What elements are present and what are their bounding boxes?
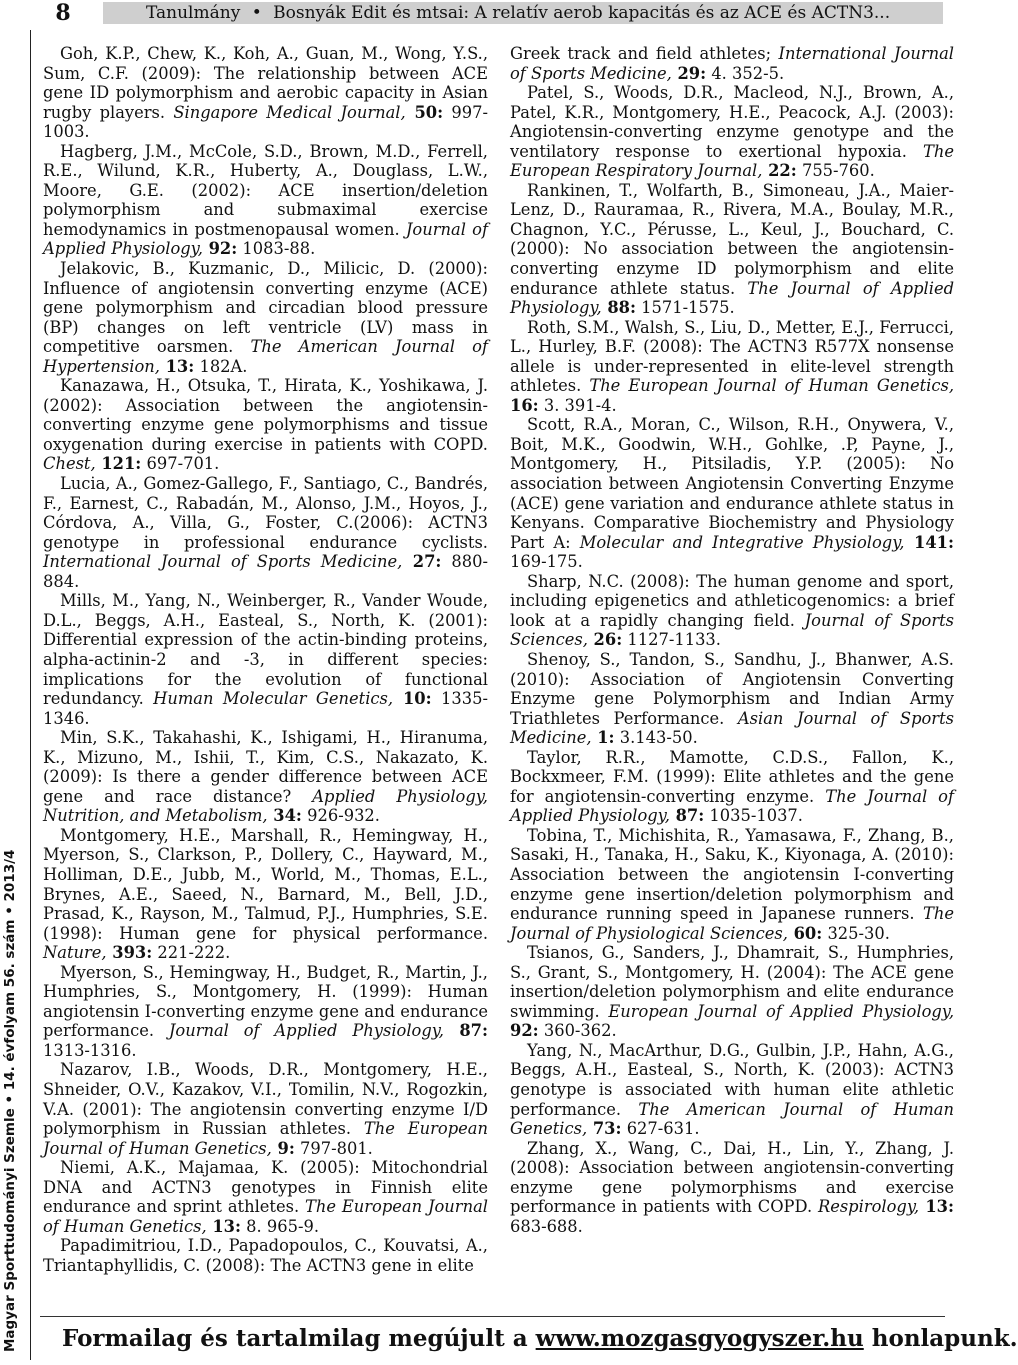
reference-volume: 9: xyxy=(271,1138,295,1158)
reference-entry xyxy=(43,1158,488,1236)
reference-text: Shenoy, S., Tandon, S., Sandhu, J., Bhanwer, A.S. (2010): Association of Angiotensin Converting Enzyme gene Polymorphism and Indian Army Triathletes Performance. xyxy=(510,649,954,728)
reference-journal: The European Journal of Human Genetics, xyxy=(43,1197,488,1236)
reference-text: Nazarov, I.B., Woods, D.R., Montgomery, H.E., Shneider, O.V., Kazakov, V.I., Tomilin, N.V., Rogozkin, V.A. (2001): The angiotensin converting enzyme I/D polymorphism in Russian athletes. xyxy=(43,1060,488,1139)
reference-entry xyxy=(510,572,954,650)
reference-pages: 360-362. xyxy=(538,1021,617,1041)
reference-text: Mills, M., Yang, N., Weinberger, R., Vander Woude, D.L., Beggs, A.H., Easteal, S., North, K. (2001): Differential expression of the actin-binding proteins, alpha-actinin-2 and -3, in different species: implications for the evolution of functional redundancy. xyxy=(43,591,488,709)
reference-entry xyxy=(510,1139,954,1237)
reference-volume: 88: xyxy=(601,298,636,318)
reference-volume: 141: xyxy=(904,532,954,552)
reference-journal: The European Journal of Human Genetics, xyxy=(43,1119,488,1158)
reference-text: Jelakovic, B., Kuzmanic, D., Milicic, D. (2000): Influence of angiotensin converting enzyme (ACE) gene polymorphism and circadian blood pressure (BP) changes on left ventricle (LV) mass in competitive oarsmen. xyxy=(43,259,488,357)
reference-volume: 73: xyxy=(587,1119,622,1139)
reference-pages: 325-30. xyxy=(822,923,890,943)
reference-volume: 13: xyxy=(206,1216,241,1236)
page-number: 8 xyxy=(55,0,71,26)
reference-text: Goh, K.P., Chew, K., Koh, A., Guan, M., Wong, Y.S., Sum, C.F. (2009): The relationship between ACE gene ID polymorphism and aerobic capacity in Asian rugby players. xyxy=(43,44,488,122)
reference-journal: International Journal of Sports Medicine, xyxy=(43,552,403,572)
reference-entry xyxy=(510,1041,954,1139)
reference-volume: 26: xyxy=(587,630,623,650)
reference-journal: Journal of Applied Physiology, xyxy=(43,219,488,259)
reference-journal: The European Journal of Human Genetics, xyxy=(589,376,954,396)
reference-text: Papadimitriou, I.D., Papadopoulos, C., Kouvatsi, A., Triantaphyllidis, C. (2008): The ACTN3 gene in elite xyxy=(43,1236,488,1275)
reference-pages: 4. 352-5. xyxy=(706,63,785,83)
reference-text: Sharp, N.C. (2008): The human genome and sport, including epigenetics and athleticogenomics: a brief look at a rapidly changing field. xyxy=(510,571,954,630)
reference-entry xyxy=(43,1236,488,1275)
footer-rule xyxy=(40,1316,945,1317)
reference-entry xyxy=(510,748,954,826)
reference-volume: 13: xyxy=(159,356,195,376)
reference-volume: 50: xyxy=(405,102,444,122)
reference-entry xyxy=(510,943,954,1041)
reference-text: Patel, S., Woods, D.R., Macleod, N.J., Brown, A., Patel, K.R., Montgomery, H.E., Peacock, A.J. (2003): Angiotensin-converting enzyme genotype and the ventilatory response to exertional hypoxia. xyxy=(510,83,954,161)
reference-volume: 13: xyxy=(919,1197,954,1217)
reference-journal: International Journal of Sports Medicine, xyxy=(510,44,954,83)
reference-journal: European Journal of Applied Physiology, xyxy=(608,1001,955,1021)
reference-pages: 997-1003. xyxy=(43,102,488,142)
header-section: Tanulmány xyxy=(146,3,241,23)
reference-pages: 697-701. xyxy=(141,454,220,474)
reference-volume: 60: xyxy=(787,923,823,943)
reference-journal: Nature, xyxy=(43,943,107,963)
reference-text: Niemi, A.K., Majamaa, K. (2005): Mitochondrial DNA and ACTN3 genotypes in Finnish elite endurance and sprint athletes. xyxy=(43,1158,488,1217)
reference-entry xyxy=(43,1060,488,1158)
reference-text: Tsianos, G., Sanders, J., Dhamrait, S., Humphries, S., Grant, S., Montgomery, H. (2004): The ACE gene insertion/deletion polymorphism and elite endurance swimming. xyxy=(510,943,954,1021)
reference-entry xyxy=(510,415,954,571)
reference-pages: 3. 391-4. xyxy=(538,395,617,415)
reference-journal: Journal of Sports Sciences, xyxy=(510,610,954,650)
reference-text: Rankinen, T., Wolfarth, B., Simoneau, J.A., Maier-Lenz, D., Rauramaa, R., Rivera, M.A., Boulay, M.R., Chagnon, Y.C., Pérusse, L., Keul, J., Bouchard, C. (2000): No association between the angiotensin-converting enzyme ID polymorphism and elite endurance athlete status. xyxy=(510,180,954,298)
reference-pages: 1083-88. xyxy=(237,239,316,259)
reference-pages: 221-222. xyxy=(152,943,231,963)
reference-text: Taylor, R.R., Mamotte, C.D.S., Fallon, K., Bockxmeer, F.M. (1999): Elite athletes and the gene for angiotensin-converting enzyme. xyxy=(510,747,954,806)
reference-entry xyxy=(43,474,488,591)
reference-text: Roth, S.M., Walsh, S., Liu, D., Metter, E.J., Ferrucci, L., Hurley, B.F. (2008): The ACTN3 R577X nonsense allele is under-represented in elite-level strength athletes. xyxy=(510,317,954,396)
reference-entry xyxy=(510,83,954,181)
reference-entry xyxy=(43,826,488,963)
reference-volume: 87: xyxy=(443,1021,488,1041)
reference-pages: 3.143-50. xyxy=(614,728,698,748)
running-header xyxy=(146,3,890,23)
reference-pages: 755-760. xyxy=(796,161,875,181)
reference-volume: 92: xyxy=(510,1021,539,1041)
journal-side-label: Magyar Sporttudományi Szemle • 14. évfolyam 56. szám • 2013/4 xyxy=(2,849,18,1352)
reference-entry xyxy=(43,963,488,1061)
reference-journal: Respirology, xyxy=(817,1197,920,1217)
reference-pages: 926-932. xyxy=(301,806,380,826)
reference-journal: Molecular and Integrative Physiology, xyxy=(579,532,905,552)
reference-text: Scott, R.A., Moran, C., Wilson, R.H., Onywera, V., Boit, M.K., Goodwin, W.H., Gohlke, .P, Payne, J., Montgomery, H., Pitsiladis, Y.P. (2005): No association between Angiotensin Converting Enzyme (ACE) gene variation and endurance athlete status in Kenyans. Comparative Biochemistry and Physiology Part A: xyxy=(510,415,954,552)
reference-entry xyxy=(510,318,954,416)
left-column xyxy=(43,44,488,1275)
header-authors: Bosnyák Edit és mtsai: xyxy=(273,3,470,23)
reference-pages: 1127-1133. xyxy=(622,630,721,650)
reference-text: Montgomery, H.E., Marshall, R., Hemingway, H., Myerson, S., Clarkson, P., Dollery, C., Hayward, M., Holliman, D.E., Jubb, M., World, M., Thomas, E.L., Brynes, A.E., Saeed, N., Barnard, M., Bell, J.D., Prasad, K., Rayson, M., Talmud, P.J., Humphries, S.E. (1998): Human gene for physical performance. xyxy=(43,825,488,943)
reference-text: Greek track and field athletes; xyxy=(510,44,779,63)
reference-entry xyxy=(43,44,488,142)
reference-entry xyxy=(43,376,488,474)
reference-journal: The Journal of Applied Physiology, xyxy=(510,786,954,826)
reference-entry xyxy=(510,181,954,318)
reference-pages: 1035-1037. xyxy=(704,806,803,826)
header-separator: • xyxy=(251,3,262,23)
reference-journal: The American Journal of Human Genetics, xyxy=(510,1099,954,1139)
reference-journal: The European Respiratory Journal, xyxy=(510,141,954,181)
reference-text: Lucia, A., Gomez-Gallego, F., Santiago, C., Bandrés, F., Earnest, C., Rabadán, M., Alonso, J.M., Hoyos, J., Córdova, A., Villa, G., Foster, C.(2006): ACTN3 genotype in professional endurance cyclists. xyxy=(43,474,488,552)
reference-pages: 880-884. xyxy=(43,552,488,591)
footer-banner xyxy=(62,1324,1018,1354)
reference-pages: 627-631. xyxy=(621,1119,700,1139)
reference-text: Zhang, X., Wang, C., Dai, H., Lin, Y., Zhang, J. (2008): Association between angiotensin-converting enzyme gene polymorphisms and exercise performance in patients with COPD. xyxy=(510,1138,954,1217)
reference-text: Myerson, S., Hemingway, H., Budget, R., Martin, J., Humphries, S., Montgomery, H. (1999): Human angiotensin I-converting enzyme gene and endurance performance. xyxy=(43,962,488,1041)
reference-entry xyxy=(510,44,954,83)
reference-volume: 34: xyxy=(267,806,302,826)
reference-volume: 121: xyxy=(95,454,142,474)
reference-pages: 1313-1316. xyxy=(43,1040,137,1060)
reference-entry xyxy=(510,826,954,943)
reference-volume: 92: xyxy=(202,239,238,259)
footer-website-link[interactable]: www.mozgasgyogyszer.hu xyxy=(535,1325,864,1352)
reference-pages: 182A. xyxy=(194,356,248,376)
reference-volume: 87: xyxy=(669,806,705,826)
reference-volume: 27: xyxy=(402,552,442,572)
reference-text: Hagberg, J.M., McCole, S.D., Brown, M.D., Ferrell, R.E., Wilund, K.R., Huberty, A., Douglass, L.W., Moore, G.E. (2002): ACE insertion/deletion polymorphism and submaximal exercise hemodynamics in postmenopausal women. xyxy=(43,141,488,239)
reference-text: Min, S.K., Takahashi, K., Ishigami, H., Hiranuma, K., Mizuno, M., Ishii, T., Kim, C.S., Nakazato, K. (2009): Is there a gender difference between ACE gene and race distance? xyxy=(43,728,488,806)
reference-pages: 797-801. xyxy=(294,1138,373,1158)
footer-text-after: honlapunk. xyxy=(863,1325,1018,1352)
reference-entry xyxy=(43,142,488,259)
reference-entry xyxy=(43,591,488,728)
reference-entry xyxy=(43,728,488,826)
reference-journal: Asian Journal of Sports Medicine, xyxy=(510,708,954,748)
reference-pages: 1571-1575. xyxy=(636,298,735,318)
reference-pages: 683-688. xyxy=(510,1216,583,1236)
reference-volume: 393: xyxy=(106,943,153,963)
reference-pages: 169-175. xyxy=(510,552,583,572)
reference-journal: Singapore Medical Journal, xyxy=(173,102,406,122)
reference-volume: 16: xyxy=(510,395,539,415)
reference-volume: 29: xyxy=(671,63,707,83)
reference-text: Kanazawa, H., Otsuka, T., Hirata, K., Yoshikawa, J. (2002): Association between the angiotensin-converting enzyme gene polymorphisms and tissue oxygenation during exercise in patients with COPD. xyxy=(43,376,488,454)
reference-journal: The Journal of Applied Physiology, xyxy=(510,278,954,318)
reference-journal: The American Journal of Hypertension, xyxy=(43,337,489,376)
right-column xyxy=(510,44,954,1236)
reference-entry xyxy=(43,259,488,376)
header-title: A relatív aerob kapacitás és az ACE és ACTN3... xyxy=(474,3,891,23)
reference-entry xyxy=(510,650,954,748)
reference-journal: The Journal of Physiological Sciences, xyxy=(510,904,954,943)
reference-journal: Applied Physiology, Nutrition, and Metabolism, xyxy=(43,786,488,826)
footer-text-before: Formailag és tartalmilag megújult a xyxy=(62,1325,536,1352)
reference-volume: 10: xyxy=(393,689,432,709)
reference-journal: Chest, xyxy=(43,454,96,474)
reference-pages: 1335-1346. xyxy=(43,689,488,728)
side-rule xyxy=(30,30,31,1360)
reference-volume: 1: xyxy=(591,728,615,748)
reference-journal: Human Molecular Genetics, xyxy=(153,689,394,709)
reference-journal: Journal of Applied Physiology, xyxy=(168,1021,444,1041)
reference-volume: 22: xyxy=(762,161,797,181)
reference-pages: 8. 965-9. xyxy=(241,1216,319,1236)
reference-text: Yang, N., MacArthur, D.G., Gulbin, J.P., Hahn, A.G., Beggs, A.H., Easteal, S., North, K. (2003): ACTN3 genotype is associated with human elite athletic performance. xyxy=(510,1040,954,1119)
reference-text: Tobina, T., Michishita, R., Yamasawa, F., Zhang, B., Sasaki, H., Tanaka, H., Saku, K., Kiyonaga, A. (2010): Association between the angiotensin I-converting enzyme gene insertion/deletion polymorphism and endurance running speed in Japanese runners. xyxy=(510,825,954,924)
